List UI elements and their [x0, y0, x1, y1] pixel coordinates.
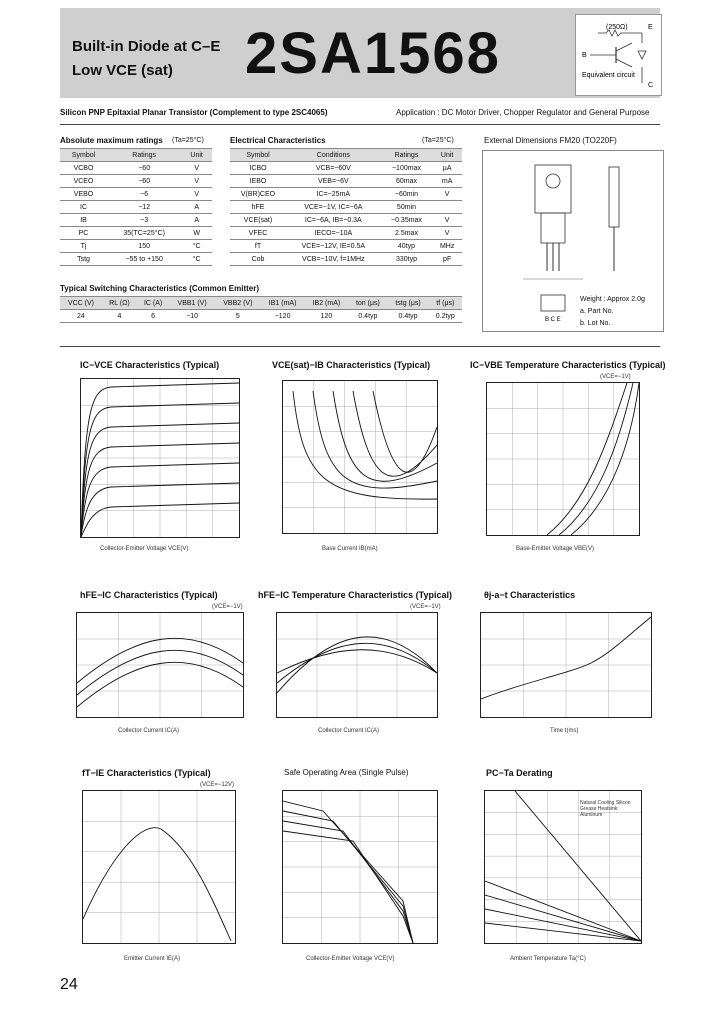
elec-cell: −60min	[381, 188, 433, 201]
abs-max-row	[60, 162, 212, 175]
switching-cell: 4	[102, 310, 137, 323]
c4-plot	[76, 612, 244, 718]
equivalent-circuit-diagram	[576, 15, 661, 95]
ft-curve	[83, 828, 231, 941]
elec-row	[230, 253, 462, 266]
switching-header-cell: tstg (μs)	[387, 297, 428, 310]
switching-header-cell: RL (Ω)	[102, 297, 137, 310]
switching-header-cell: IB2 (mA)	[305, 297, 349, 310]
c2-xlabel: Base Current IB(mA)	[322, 546, 378, 552]
c8-title: Safe Operating Area (Single Pulse)	[284, 768, 409, 777]
elec-row	[230, 162, 462, 175]
elec-header-cell: Unit	[432, 149, 462, 162]
abs-max-cell: V	[181, 162, 212, 175]
switching-header-cell: VBB2 (V)	[215, 297, 261, 310]
switching-header-row	[60, 297, 462, 310]
elec-cell: VCE=−1V, IC=−6A	[286, 201, 381, 214]
switching-header-cell: IC (A)	[137, 297, 169, 310]
c7-xlabel: Emitter Current IE(A)	[124, 956, 181, 962]
ext-lot-no: b. Lot No.	[580, 320, 611, 327]
c9-title: PC−Ta Derating	[486, 768, 553, 778]
elec-cell: VFEC	[230, 227, 286, 240]
abs-max-cell: °C	[181, 240, 212, 253]
elec-cell: VEB=−6V	[286, 175, 381, 188]
equiv-circuit-label: Equivalent circuit	[582, 72, 635, 79]
elec-cell: V	[432, 214, 462, 227]
elec-row	[230, 214, 462, 227]
elec-header-cell: Symbol	[230, 149, 286, 162]
elec-cond: (Ta=25°C)	[422, 137, 454, 144]
soa-curves	[283, 791, 437, 943]
abs-max-row	[60, 214, 212, 227]
c5-xlabel: Collector Current IC(A)	[318, 728, 380, 734]
c5-title: hFE−IC Temperature Characteristics (Typical)	[258, 590, 452, 600]
c5-cond: (VCE=−1V)	[410, 604, 441, 610]
elec-cell: fT	[230, 240, 286, 253]
elec-cell: IEBO	[230, 175, 286, 188]
abs-max-row	[60, 227, 212, 240]
part-number: 2SA1568	[245, 21, 501, 86]
vcesat-curve	[293, 391, 437, 499]
c1-title: IC−VCE Characteristics (Typical)	[80, 360, 220, 370]
c4-xlabel: Collector Current IC(A)	[118, 728, 180, 734]
abs-max-title: Absolute maximum ratings	[60, 136, 163, 145]
hfe-ic-curves	[77, 613, 243, 717]
equiv-b-label: B	[582, 52, 587, 59]
switching-table	[60, 296, 462, 323]
switching-row	[60, 310, 462, 323]
divider	[60, 346, 660, 347]
elec-row	[230, 201, 462, 214]
switching-title: Typical Switching Characteristics (Common Emitter)	[60, 284, 260, 293]
abs-max-cell: PC	[60, 227, 107, 240]
abs-max-cell: −60	[107, 162, 181, 175]
abs-max-cell: W	[181, 227, 212, 240]
elec-cell: hFE	[230, 201, 286, 214]
vcesat-curve	[333, 391, 437, 481]
soa-curve	[283, 831, 413, 943]
c9-note: Natural Cooling Silicon Grease Heatsink: Aluminum	[580, 800, 631, 818]
c8-xlabel: Collector-Emitter Voltage VCE(V)	[306, 956, 395, 962]
c3-title: IC−VBE Temperature Characteristics (Typical)	[470, 360, 666, 370]
derating-curve	[485, 895, 641, 941]
elec-cell: 330typ	[381, 253, 433, 266]
switching-header-cell: IB1 (mA)	[261, 297, 305, 310]
elec-cell: 50min	[381, 201, 433, 214]
elec-cell: MHz	[432, 240, 462, 253]
abs-max-cell: −60	[107, 175, 181, 188]
c6-title: θj-a−t Characteristics	[484, 590, 576, 600]
elec-cell: VCB=−60V	[286, 162, 381, 175]
elec-cell: IECO=−10A	[286, 227, 381, 240]
switching-header-cell: tf (μs)	[429, 297, 462, 310]
feature-line-1: Built-in Diode at C–E	[72, 38, 221, 55]
thermal-resistance-curve	[481, 613, 651, 717]
abs-max-cell: −12	[107, 201, 181, 214]
abs-max-row	[60, 253, 212, 266]
hfe-ic-temp-curves	[277, 613, 437, 717]
c1-xlabel: Collector-Emitter Voltage VCE(V)	[100, 546, 189, 552]
elec-cell: ICBO	[230, 162, 286, 175]
elec-cell: mA	[432, 175, 462, 188]
elec-row	[230, 240, 462, 253]
soa-curve	[283, 811, 413, 943]
elec-cell	[432, 201, 462, 214]
abs-max-header-cell: Unit	[181, 149, 212, 162]
c4-title: hFE−IC Characteristics (Typical)	[80, 590, 218, 600]
elec-row	[230, 227, 462, 240]
c8-plot	[282, 790, 438, 944]
ext-dim-title: External Dimensions FM20 (TO220F)	[484, 136, 617, 145]
abs-max-cell: V	[181, 175, 212, 188]
elec-cell: VCE=−12V, IE=0.5A	[286, 240, 381, 253]
elec-cell: 40typ	[381, 240, 433, 253]
abs-max-cell: 35(TC=25°C)	[107, 227, 181, 240]
abs-max-cond: (Ta=25°C)	[172, 137, 204, 144]
abs-max-cell: −3	[107, 214, 181, 227]
c7-title: fT−IE Characteristics (Typical)	[82, 768, 211, 778]
device-description: Silicon PNP Epitaxial Planar Transistor (Complement to type 2SC4065)	[60, 108, 328, 117]
abs-max-cell: Tj	[60, 240, 107, 253]
c4-cond: (VCE=−1V)	[212, 604, 243, 610]
ext-part-no: a. Part No.	[580, 308, 614, 315]
switching-cell: 0.2typ	[429, 310, 462, 323]
ext-weight: Weight : Approx 2.0g	[580, 296, 645, 303]
c5-plot	[276, 612, 438, 718]
switching-header-cell: VCC (V)	[60, 297, 102, 310]
elec-cell: 60max	[381, 175, 433, 188]
elec-cell: IC=−25mA	[286, 188, 381, 201]
switching-cell: 6	[137, 310, 169, 323]
abs-max-cell: V	[181, 188, 212, 201]
switching-cell: 0.4typ	[387, 310, 428, 323]
elec-cell: V	[432, 188, 462, 201]
elec-title: Electrical Characteristics	[230, 136, 326, 145]
elec-header-cell: Ratings	[381, 149, 433, 162]
c6-xlabel: Time t(ms)	[550, 728, 579, 734]
switching-cell: 0.4typ	[348, 310, 387, 323]
c9-xlabel: Ambient Temperature Ta(°C)	[510, 956, 586, 962]
elec-cell: VCE(sat)	[230, 214, 286, 227]
elec-cell: V	[432, 227, 462, 240]
elec-row	[230, 188, 462, 201]
svg-text:B C E: B C E	[545, 317, 561, 323]
elec-row	[230, 175, 462, 188]
elec-cell: IC=−6A, IB=−0.3A	[286, 214, 381, 227]
elec-cell: VCB=−10V, f=1MHz	[286, 253, 381, 266]
switching-cell: 5	[215, 310, 261, 323]
abs-max-cell: °C	[181, 253, 212, 266]
switching-cell: 24	[60, 310, 102, 323]
feature-line-2: Low VCE (sat)	[72, 62, 173, 79]
package-drawing	[483, 151, 663, 331]
ft-ie-curve	[83, 791, 235, 943]
elec-header-row	[230, 149, 462, 162]
c3-plot	[486, 382, 640, 536]
elec-cell: −0.35max	[381, 214, 433, 227]
application-note: Application : DC Motor Driver, Chopper Regulator and General Purpose	[396, 108, 650, 117]
abs-max-cell: VCEO	[60, 175, 107, 188]
vcesat-ib-curves	[283, 381, 437, 533]
ext-dim-box	[482, 150, 664, 332]
abs-max-row	[60, 240, 212, 253]
ic-vce-curves	[81, 379, 239, 537]
c7-plot	[82, 790, 236, 944]
abs-max-cell: A	[181, 201, 212, 214]
elec-cell: V(BR)CEO	[230, 188, 286, 201]
abs-max-table	[60, 148, 212, 266]
c6-plot	[480, 612, 652, 718]
abs-max-cell: VCBO	[60, 162, 107, 175]
elec-cell: μA	[432, 162, 462, 175]
switching-header-cell: ton (μs)	[348, 297, 387, 310]
elec-cell: Cob	[230, 253, 286, 266]
c2-title: VCE(sat)−IB Characteristics (Typical)	[272, 360, 431, 370]
elec-header-cell: Conditions	[286, 149, 381, 162]
switching-cell: 120	[305, 310, 349, 323]
abs-max-header-cell: Symbol	[60, 149, 107, 162]
equiv-c-label: C	[648, 82, 654, 89]
abs-max-cell: Tstg	[60, 253, 107, 266]
soa-curve	[283, 801, 413, 943]
equivalent-circuit-box	[575, 14, 662, 96]
elec-table	[230, 148, 462, 266]
c3-cond: (VCE=−1V)	[600, 374, 631, 380]
abs-max-row	[60, 201, 212, 214]
equiv-e-label: E	[648, 24, 653, 31]
page-number: 24	[60, 976, 78, 993]
abs-max-row	[60, 188, 212, 201]
abs-max-cell: 150	[107, 240, 181, 253]
abs-max-header-cell: Ratings	[107, 149, 181, 162]
vcesat-curve	[313, 391, 437, 488]
elec-cell: pF	[432, 253, 462, 266]
equiv-resistor-label: (250Ω)	[606, 24, 628, 31]
switching-header-cell: VBB1 (V)	[169, 297, 215, 310]
abs-max-header-row	[60, 149, 212, 162]
switching-cell: −10	[169, 310, 215, 323]
abs-max-cell: A	[181, 214, 212, 227]
divider	[60, 124, 660, 125]
switching-cell: −120	[261, 310, 305, 323]
vcesat-curve	[353, 391, 437, 476]
elec-cell: 2.5max	[381, 227, 433, 240]
abs-max-cell: −6	[107, 188, 181, 201]
c3-xlabel: Base-Emitter Voltage VBE(V)	[516, 546, 595, 552]
c7-cond: (VCE=−12V)	[200, 782, 235, 788]
elec-cell: −100max	[381, 162, 433, 175]
c1-plot	[80, 378, 240, 538]
abs-max-cell: VEBO	[60, 188, 107, 201]
abs-max-cell: IC	[60, 201, 107, 214]
c2-plot	[282, 380, 438, 534]
abs-max-row	[60, 175, 212, 188]
ic-vbe-curves	[487, 383, 639, 535]
abs-max-cell: IB	[60, 214, 107, 227]
abs-max-cell: −55 to +150	[107, 253, 181, 266]
